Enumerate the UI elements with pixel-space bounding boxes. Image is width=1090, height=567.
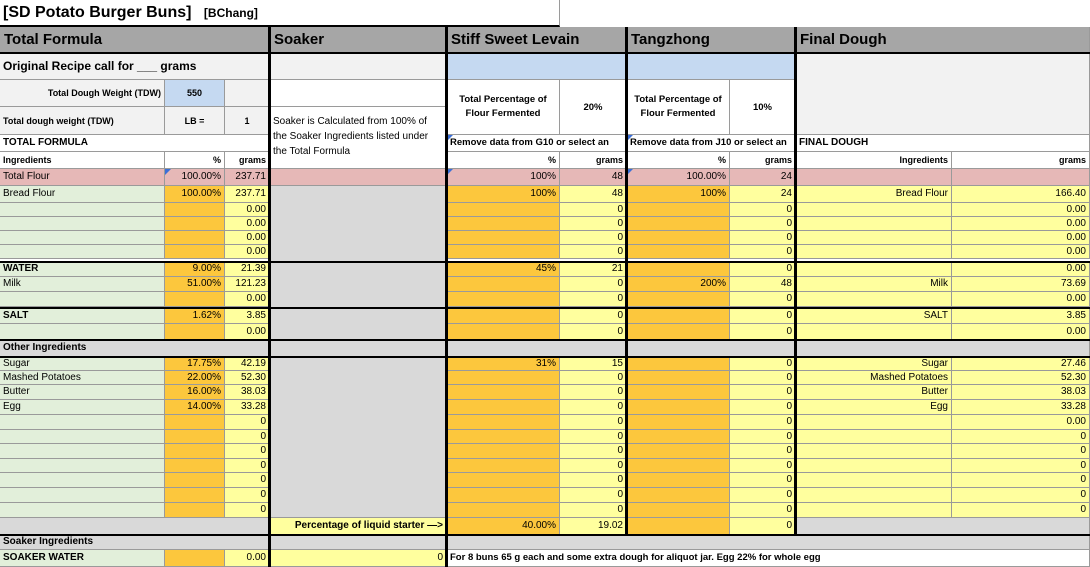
final-grams[interactable]: 0: [952, 430, 1090, 444]
ingredient-name[interactable]: WATER: [0, 262, 165, 277]
levain-pct[interactable]: [447, 444, 560, 459]
levain-pct[interactable]: 45%: [447, 262, 560, 277]
levain-grams[interactable]: 0: [560, 292, 627, 307]
tangzhong-pct-input[interactable]: 10%: [730, 80, 796, 135]
ingredient-name[interactable]: [0, 459, 165, 473]
tangzhong-grams[interactable]: 0: [730, 371, 796, 385]
ingredient-grams[interactable]: 0: [225, 415, 270, 430]
tangzhong-pct[interactable]: [627, 245, 730, 259]
tangzhong-remove-note[interactable]: Remove data from J10 or select an: [627, 135, 796, 152]
final-ingredient-name[interactable]: [796, 203, 952, 217]
ingredient-pct[interactable]: [165, 430, 225, 444]
ingredient-pct[interactable]: [165, 473, 225, 488]
ingredient-grams[interactable]: 0: [225, 503, 270, 518]
levain-pct[interactable]: [447, 203, 560, 217]
header-levain[interactable]: Stiff Sweet Levain: [447, 27, 627, 53]
final-grams[interactable]: 0.00: [952, 262, 1090, 277]
ingredient-grams[interactable]: 33.28: [225, 400, 270, 415]
ingredient-grams[interactable]: 21.39: [225, 262, 270, 277]
ingredient-pct[interactable]: [165, 231, 225, 245]
final-ingredient-name[interactable]: SALT: [796, 308, 952, 324]
ingredient-name[interactable]: [0, 473, 165, 488]
col-ingredients: Ingredients: [0, 152, 165, 169]
tangzhong-pct[interactable]: [627, 400, 730, 415]
tangzhong-pct[interactable]: [627, 262, 730, 277]
final-ingredient-name[interactable]: [796, 324, 952, 340]
tangzhong-grams[interactable]: 24: [730, 186, 796, 203]
levain-grams[interactable]: 0: [560, 503, 627, 518]
levain-grams[interactable]: 0: [560, 430, 627, 444]
soaker-top-cell[interactable]: [270, 80, 447, 107]
ingredient-name[interactable]: SALT: [0, 308, 165, 324]
ingredient-pct[interactable]: [165, 459, 225, 473]
ingredient-grams[interactable]: 0.00: [225, 217, 270, 231]
tdw-extra-cell[interactable]: [225, 80, 270, 107]
divider-levain: [445, 27, 448, 567]
final-total-flour-grams[interactable]: [952, 169, 1090, 186]
ingredient-pct[interactable]: 100.00%: [165, 186, 225, 203]
levain-pct[interactable]: [447, 308, 560, 324]
final-grams[interactable]: 0.00: [952, 324, 1090, 340]
levain-remove-note[interactable]: Remove data from G10 or select an: [447, 135, 627, 152]
final-grams[interactable]: 52.30: [952, 371, 1090, 385]
ingredient-pct[interactable]: 16.00%: [165, 385, 225, 400]
tangzhong-blue-cell[interactable]: [627, 53, 796, 80]
ingredient-grams[interactable]: 3.85: [225, 308, 270, 324]
final-grams[interactable]: 33.28: [952, 400, 1090, 415]
final-ingredient-name[interactable]: Bread Flour: [796, 186, 952, 203]
total-flour-label: Total Flour: [0, 169, 165, 186]
tangzhong-grams[interactable]: 0: [730, 308, 796, 324]
header-total-formula[interactable]: Total Formula: [0, 27, 270, 53]
ingredient-name[interactable]: [0, 203, 165, 217]
tangzhong-total-flour-grams[interactable]: 24: [730, 169, 796, 186]
tangzhong-grams[interactable]: 0: [730, 415, 796, 430]
soaker-water-pct[interactable]: [165, 550, 225, 567]
tangzhong-pct[interactable]: [627, 292, 730, 307]
tangzhong-pct[interactable]: [627, 231, 730, 245]
tangzhong-pct[interactable]: [627, 415, 730, 430]
soaker-total-flour[interactable]: [270, 169, 447, 186]
levain-grams[interactable]: 0: [560, 308, 627, 324]
ingredient-pct[interactable]: [165, 245, 225, 259]
ingredient-pct[interactable]: [165, 324, 225, 340]
tangzhong-grams[interactable]: 0: [730, 231, 796, 245]
final-ingredient-name[interactable]: [796, 415, 952, 430]
final-ingredient-name[interactable]: [796, 245, 952, 259]
final-ingredient-name[interactable]: [796, 262, 952, 277]
tangzhong-pct[interactable]: [627, 371, 730, 385]
header-final-dough[interactable]: Final Dough: [796, 27, 1090, 53]
tangzhong-pct[interactable]: [627, 503, 730, 518]
final-ingredient-name[interactable]: [796, 430, 952, 444]
final-dough-label: FINAL DOUGH: [796, 135, 1090, 152]
final-ingredient-name[interactable]: [796, 473, 952, 488]
liquid-starter-tz-grams[interactable]: 0: [730, 518, 796, 535]
levain-pct[interactable]: [447, 503, 560, 518]
divider-salt-top: [0, 307, 1090, 309]
final-ingredient-name[interactable]: [796, 217, 952, 231]
tangzhong-pct[interactable]: [627, 473, 730, 488]
tangzhong-total-flour-pct[interactable]: 100.00%: [627, 169, 730, 186]
divider-soaker: [268, 27, 271, 567]
tdw-lb-unit: LB =: [165, 107, 225, 135]
final-ingredient-name[interactable]: [796, 444, 952, 459]
ingredient-pct[interactable]: 22.00%: [165, 371, 225, 385]
final-grams[interactable]: 0.00: [952, 231, 1090, 245]
tangzhong-grams[interactable]: 0: [730, 488, 796, 503]
recipe-title: [SD Potato Burger Buns]: [3, 4, 192, 21]
ingredient-pct[interactable]: 9.00%: [165, 262, 225, 277]
final-total-flour-name[interactable]: [796, 169, 952, 186]
ingredient-name[interactable]: [0, 324, 165, 340]
soaker-water-label: SOAKER WATER: [0, 550, 165, 567]
ingredient-pct[interactable]: 17.75%: [165, 357, 225, 371]
ingredient-name[interactable]: Egg: [0, 400, 165, 415]
divider-other-top: [0, 339, 1090, 341]
ingredient-grams[interactable]: 42.19: [225, 357, 270, 371]
levain-grams[interactable]: 48: [560, 186, 627, 203]
ingredient-grams[interactable]: 0: [225, 488, 270, 503]
tangzhong-col-grams: grams: [730, 152, 796, 169]
soaker-note: Soaker is Calculated from 100% of the Soaker Ingredients listed under the Total Formula: [270, 107, 447, 169]
levain-pct[interactable]: [447, 400, 560, 415]
ingredient-name[interactable]: [0, 217, 165, 231]
liquid-starter-pct[interactable]: 40.00%: [447, 518, 560, 535]
soaker-ingredients-header: Soaker Ingredients: [0, 535, 1090, 550]
tdw-input[interactable]: 550: [165, 80, 225, 107]
levain-pct[interactable]: [447, 473, 560, 488]
levain-total-flour-pct[interactable]: 100%: [447, 169, 560, 186]
final-grams[interactable]: 0: [952, 473, 1090, 488]
final-grams[interactable]: 3.85: [952, 308, 1090, 324]
ingredient-grams[interactable]: 0: [225, 459, 270, 473]
tangzhong-pct[interactable]: [627, 217, 730, 231]
tangzhong-pct[interactable]: [627, 444, 730, 459]
levain-pct[interactable]: [447, 385, 560, 400]
soaker-water-soaker-grams[interactable]: 0: [270, 550, 447, 567]
ingredient-name[interactable]: [0, 444, 165, 459]
ingredient-name[interactable]: [0, 245, 165, 259]
soaker-panel-lower[interactable]: [270, 357, 447, 518]
levain-grams[interactable]: 0: [560, 473, 627, 488]
ingredient-grams[interactable]: 121.23: [225, 277, 270, 292]
col-grams: grams: [225, 152, 270, 169]
recipe-footnote: For 8 buns 65 g each and some extra dough for aliquot jar. Egg 22% for whole egg: [447, 550, 1090, 567]
levain-grams[interactable]: 0: [560, 459, 627, 473]
final-ingredient-name[interactable]: Butter: [796, 385, 952, 400]
levain-pct[interactable]: [447, 488, 560, 503]
final-ingredient-name[interactable]: [796, 231, 952, 245]
final-grams[interactable]: 0.00: [952, 245, 1090, 259]
soaker-water-grams[interactable]: 0.00: [225, 550, 270, 567]
ingredient-name[interactable]: Bread Flour: [0, 186, 165, 203]
divider-water-top: [0, 261, 1090, 263]
levain-pct[interactable]: [447, 324, 560, 340]
ingredient-pct[interactable]: [165, 444, 225, 459]
liquid-starter-blank[interactable]: [0, 518, 270, 535]
tangzhong-pct[interactable]: 200%: [627, 277, 730, 292]
levain-blue-cell[interactable]: [447, 53, 627, 80]
final-grams[interactable]: 0.00: [952, 292, 1090, 307]
author-label: [BChang]: [203, 6, 258, 20]
final-grams[interactable]: 0: [952, 503, 1090, 518]
ingredient-name[interactable]: [0, 430, 165, 444]
soaker-panel-upper[interactable]: [270, 186, 447, 340]
divider-tangzhong: [625, 27, 628, 535]
levain-grams[interactable]: 0: [560, 488, 627, 503]
final-col-ingredients: Ingredients: [796, 152, 952, 169]
ingredient-grams[interactable]: 38.03: [225, 385, 270, 400]
final-grams[interactable]: 0.00: [952, 203, 1090, 217]
final-grams[interactable]: 0: [952, 459, 1090, 473]
tangzhong-grams[interactable]: 0: [730, 385, 796, 400]
total-flour-pct[interactable]: 100.00%: [165, 169, 225, 186]
final-ingredient-name[interactable]: Sugar: [796, 357, 952, 371]
tangzhong-grams[interactable]: 0: [730, 245, 796, 259]
levain-grams[interactable]: 0: [560, 400, 627, 415]
tangzhong-grams[interactable]: 0: [730, 473, 796, 488]
levain-pct[interactable]: [447, 415, 560, 430]
divider-other-bottom: [0, 356, 1090, 358]
tangzhong-grams[interactable]: 0: [730, 459, 796, 473]
levain-pct[interactable]: [447, 277, 560, 292]
levain-grams[interactable]: 0: [560, 277, 627, 292]
divider-header-bottom: [0, 52, 1090, 54]
levain-pct[interactable]: [447, 245, 560, 259]
final-ingredient-name[interactable]: [796, 488, 952, 503]
tangzhong-grams[interactable]: 0: [730, 357, 796, 371]
final-grams[interactable]: 38.03: [952, 385, 1090, 400]
ingredient-name[interactable]: Mashed Potatoes: [0, 371, 165, 385]
ingredient-pct[interactable]: [165, 415, 225, 430]
tangzhong-col-pct: %: [627, 152, 730, 169]
tangzhong-grams[interactable]: 48: [730, 277, 796, 292]
liquid-starter-final-blank[interactable]: [796, 518, 1090, 535]
ingredient-grams[interactable]: 0.00: [225, 231, 270, 245]
tangzhong-pct[interactable]: [627, 385, 730, 400]
tangzhong-grams[interactable]: 0: [730, 400, 796, 415]
ingredient-grams[interactable]: 0: [225, 430, 270, 444]
sheet-title-cell[interactable]: [0, 0, 560, 27]
final-grams[interactable]: 166.40: [952, 186, 1090, 203]
soaker-blank-cell[interactable]: [270, 53, 447, 80]
tangzhong-pct[interactable]: [627, 308, 730, 324]
tangzhong-grams[interactable]: 0: [730, 217, 796, 231]
ingredient-name[interactable]: [0, 415, 165, 430]
final-grams[interactable]: 73.69: [952, 277, 1090, 292]
final-ingredient-name[interactable]: Mashed Potatoes: [796, 371, 952, 385]
ingredient-pct[interactable]: 51.00%: [165, 277, 225, 292]
levain-grams[interactable]: 0: [560, 385, 627, 400]
levain-pct[interactable]: [447, 430, 560, 444]
levain-grams[interactable]: 15: [560, 357, 627, 371]
total-formula-label: TOTAL FORMULA: [0, 135, 270, 152]
levain-pct[interactable]: [447, 371, 560, 385]
ingredient-name[interactable]: [0, 231, 165, 245]
tangzhong-pct[interactable]: [627, 488, 730, 503]
ingredient-pct[interactable]: [165, 503, 225, 518]
ingredient-grams[interactable]: 237.71: [225, 186, 270, 203]
final-grams[interactable]: 27.46: [952, 357, 1090, 371]
levain-pct[interactable]: 31%: [447, 357, 560, 371]
tangzhong-pct-label: Total Percentage of Flour Fermented: [627, 80, 730, 135]
levain-grams[interactable]: 0: [560, 217, 627, 231]
col-pct: %: [165, 152, 225, 169]
tangzhong-grams[interactable]: 0: [730, 503, 796, 518]
tangzhong-pct[interactable]: [627, 203, 730, 217]
levain-pct[interactable]: [447, 459, 560, 473]
final-ingredient-name[interactable]: [796, 503, 952, 518]
final-dough-blank-cell[interactable]: [796, 53, 1090, 135]
final-grams[interactable]: 0: [952, 488, 1090, 503]
divider-final: [794, 27, 797, 535]
levain-grams[interactable]: 0: [560, 324, 627, 340]
final-grams[interactable]: 0.00: [952, 217, 1090, 231]
final-col-grams: grams: [952, 152, 1090, 169]
other-ingredients-header: Other Ingredients: [0, 340, 1090, 357]
ingredient-grams[interactable]: 0: [225, 473, 270, 488]
tdw-label: Total Dough Weight (TDW): [0, 80, 165, 107]
final-grams[interactable]: 0.00: [952, 415, 1090, 430]
levain-grams[interactable]: 0: [560, 415, 627, 430]
tdw-lb-label: Total dough weight (TDW): [0, 107, 165, 135]
ingredient-name[interactable]: [0, 503, 165, 518]
header-soaker[interactable]: Soaker: [270, 27, 447, 53]
levain-grams[interactable]: 0: [560, 203, 627, 217]
ingredient-pct[interactable]: [165, 203, 225, 217]
levain-grams[interactable]: 0: [560, 371, 627, 385]
ingredient-name[interactable]: Butter: [0, 385, 165, 400]
ingredient-name[interactable]: [0, 292, 165, 307]
ingredient-pct[interactable]: 1.62%: [165, 308, 225, 324]
ingredient-name[interactable]: Milk: [0, 277, 165, 292]
tangzhong-grams[interactable]: 0: [730, 262, 796, 277]
tangzhong-pct[interactable]: [627, 459, 730, 473]
tangzhong-grams[interactable]: 0: [730, 203, 796, 217]
liquid-starter-tz-pct[interactable]: [627, 518, 730, 535]
levain-pct[interactable]: [447, 231, 560, 245]
levain-grams[interactable]: 0: [560, 231, 627, 245]
levain-grams[interactable]: 21: [560, 262, 627, 277]
tdw-lb-input[interactable]: 1: [225, 107, 270, 135]
levain-pct-input[interactable]: 20%: [560, 80, 627, 135]
levain-pct[interactable]: [447, 217, 560, 231]
ingredient-pct[interactable]: [165, 488, 225, 503]
ingredient-grams[interactable]: 52.30: [225, 371, 270, 385]
tangzhong-grams[interactable]: 0: [730, 292, 796, 307]
tangzhong-grams[interactable]: 0: [730, 444, 796, 459]
liquid-starter-label: Percentage of liquid starter —>: [270, 518, 447, 535]
liquid-starter-grams[interactable]: 19.02: [560, 518, 627, 535]
header-tangzhong[interactable]: Tangzhong: [627, 27, 796, 53]
ingredient-pct[interactable]: 14.00%: [165, 400, 225, 415]
final-ingredient-name[interactable]: [796, 459, 952, 473]
ingredient-name[interactable]: Sugar: [0, 357, 165, 371]
ingredient-name[interactable]: [0, 488, 165, 503]
tangzhong-grams[interactable]: 0: [730, 324, 796, 340]
total-flour-grams[interactable]: 237.71: [225, 169, 270, 186]
final-ingredient-name[interactable]: Milk: [796, 277, 952, 292]
levain-grams[interactable]: 0: [560, 444, 627, 459]
ingredient-pct[interactable]: [165, 217, 225, 231]
ingredient-grams[interactable]: 0.00: [225, 292, 270, 307]
ingredient-grams[interactable]: 0.00: [225, 203, 270, 217]
tangzhong-grams[interactable]: 0: [730, 430, 796, 444]
divider-soaker-ing-top: [0, 534, 1090, 536]
final-ingredient-name[interactable]: Egg: [796, 400, 952, 415]
levain-grams[interactable]: 0: [560, 245, 627, 259]
ingredient-grams[interactable]: 0.00: [225, 324, 270, 340]
ingredient-grams[interactable]: 0.00: [225, 245, 270, 259]
levain-pct[interactable]: [447, 292, 560, 307]
tangzhong-pct[interactable]: [627, 357, 730, 371]
recipe-call-cell[interactable]: Original Recipe call for ___ grams: [0, 53, 270, 80]
tangzhong-pct[interactable]: [627, 324, 730, 340]
final-ingredient-name[interactable]: [796, 292, 952, 307]
levain-col-grams: grams: [560, 152, 627, 169]
ingredient-pct[interactable]: [165, 292, 225, 307]
levain-col-pct: %: [447, 152, 560, 169]
tangzhong-pct[interactable]: 100%: [627, 186, 730, 203]
tangzhong-pct[interactable]: [627, 430, 730, 444]
levain-total-flour-grams[interactable]: 48: [560, 169, 627, 186]
ingredient-grams[interactable]: 0: [225, 444, 270, 459]
final-grams[interactable]: 0: [952, 444, 1090, 459]
levain-pct-label: Total Percentage of Flour Fermented: [447, 80, 560, 135]
levain-pct[interactable]: 100%: [447, 186, 560, 203]
